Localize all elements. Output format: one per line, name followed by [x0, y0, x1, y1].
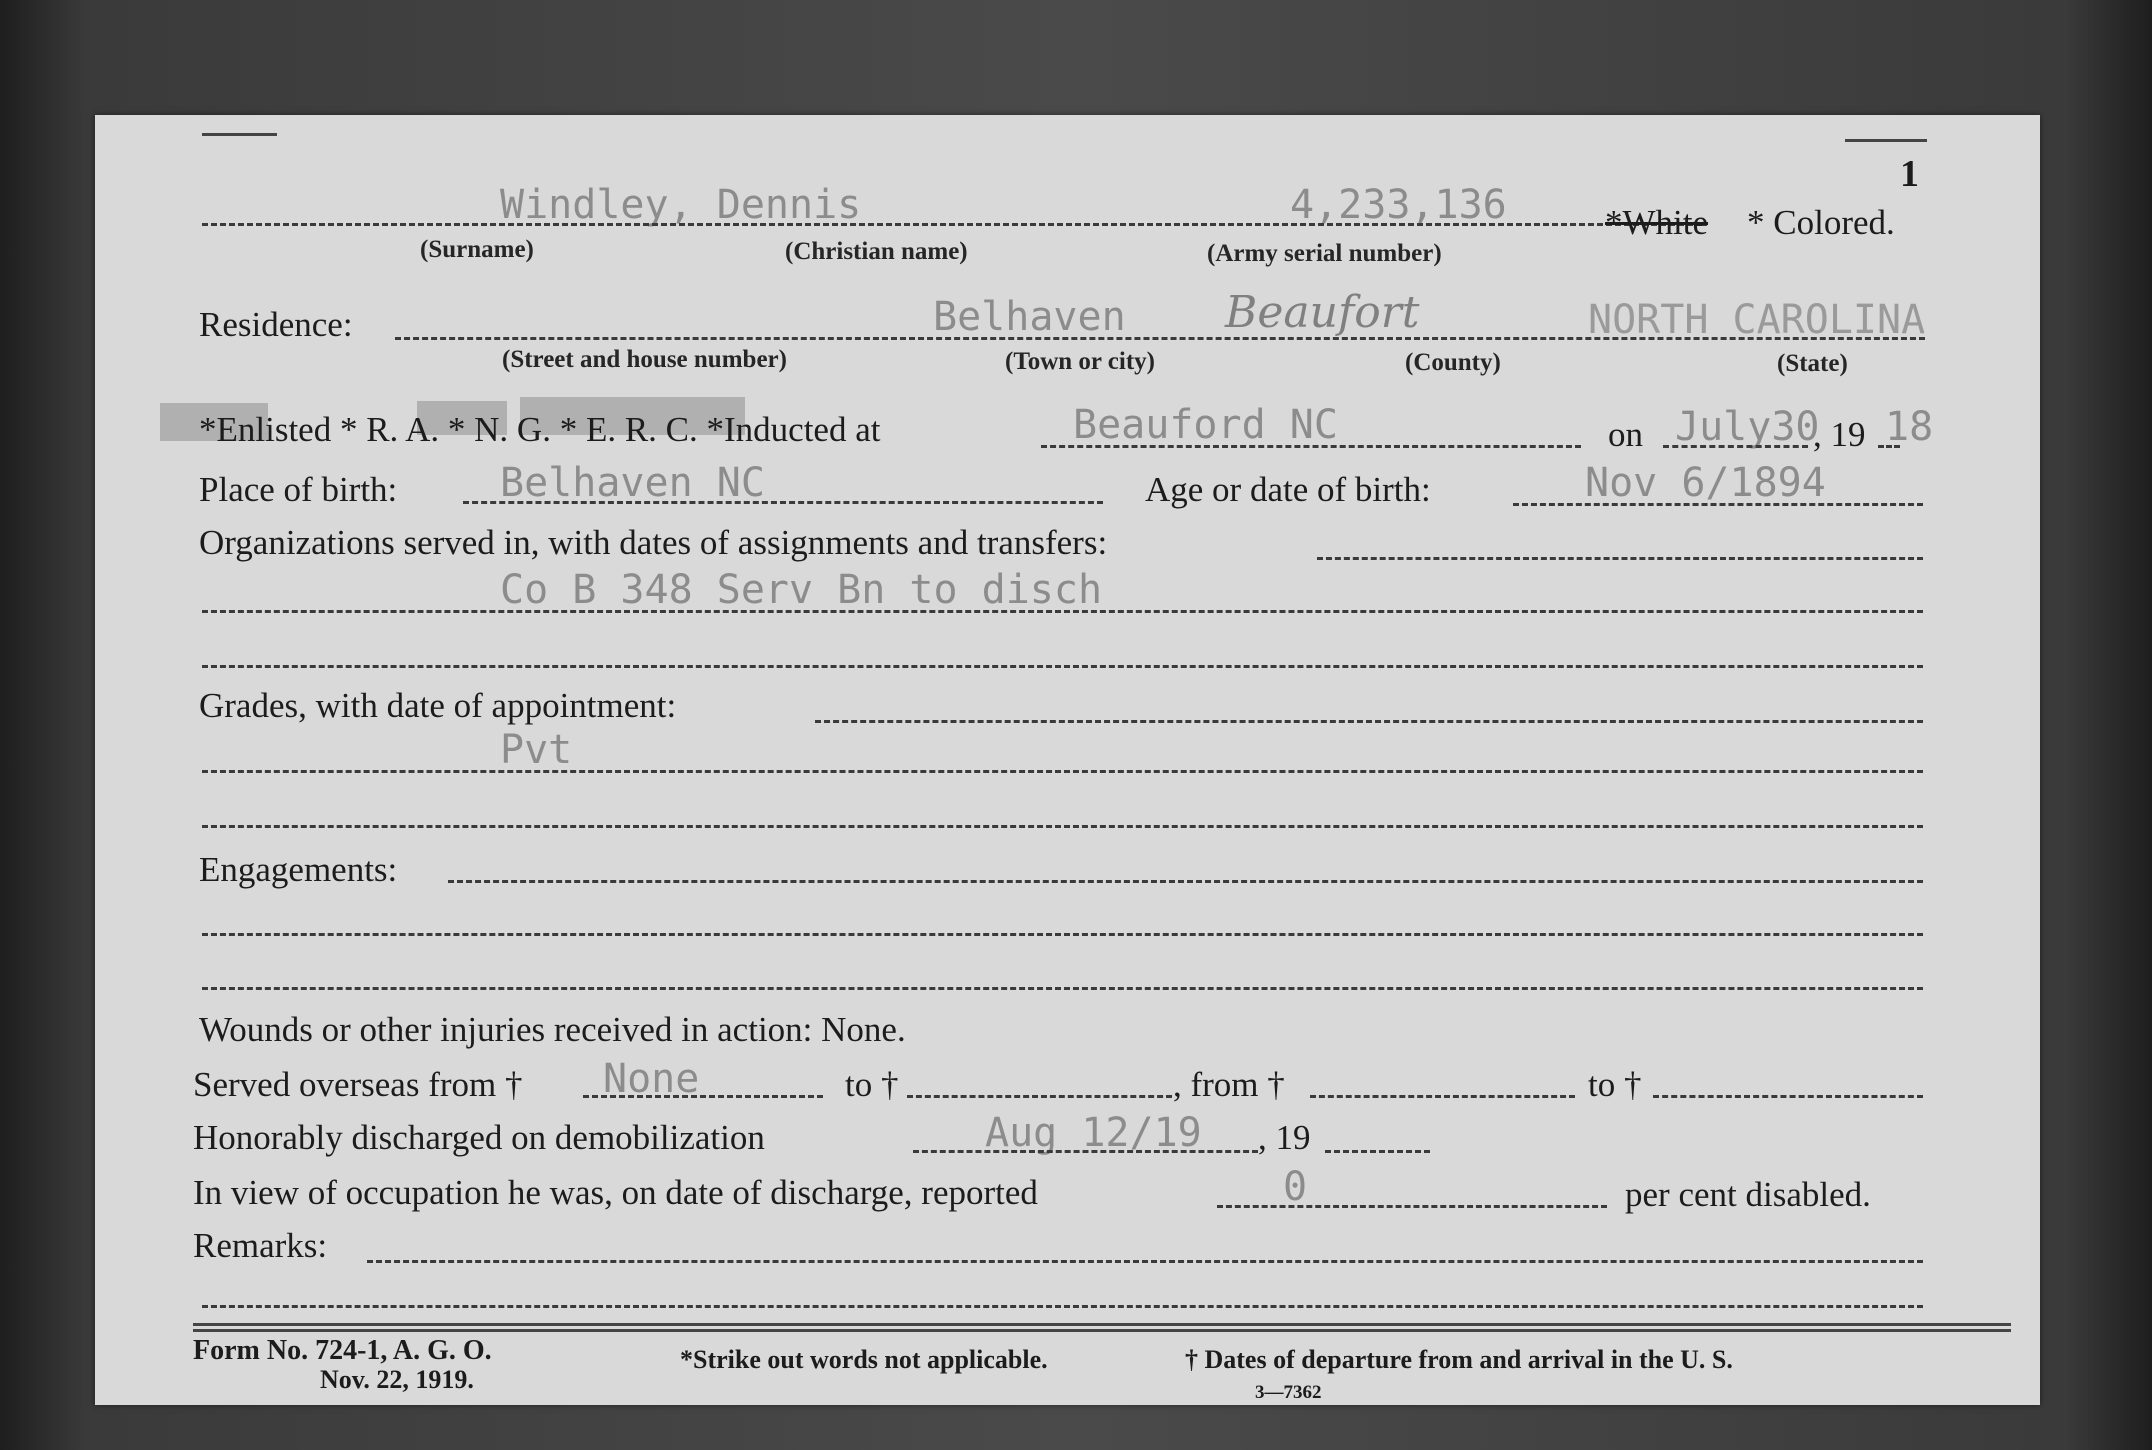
- overseas-label: Served overseas from †: [193, 1065, 523, 1104]
- state-caption: (State): [1777, 350, 1848, 377]
- discharge-year-prefix: , 19: [1258, 1118, 1311, 1157]
- birth-place-label: Place of birth:: [199, 470, 398, 509]
- top-right-rule: [1845, 139, 1927, 142]
- name-value: Windley, Dennis: [500, 182, 862, 228]
- discharge-date-line: [913, 1150, 1258, 1153]
- engagements-line-2: [202, 933, 1923, 936]
- race-white: *White: [1605, 203, 1709, 242]
- induction-date-line: [1663, 445, 1808, 448]
- induction-year-prefix: , 19: [1813, 415, 1866, 454]
- induction-year: 18: [1885, 404, 1934, 450]
- disability-suffix: per cent disabled.: [1625, 1175, 1871, 1214]
- top-left-rule: [202, 133, 277, 136]
- discharge-year-line: [1325, 1150, 1430, 1153]
- town-caption: (Town or city): [1005, 348, 1155, 375]
- remarks-label: Remarks:: [193, 1226, 328, 1265]
- serial-value: 4,233,136: [1290, 182, 1507, 228]
- street-caption: (Street and house number): [502, 346, 787, 373]
- strike-note: *Strike out words not applicable.: [680, 1345, 1048, 1374]
- grades-label: Grades, with date of appointment:: [199, 686, 677, 725]
- residence-county: Beaufort: [1225, 287, 1420, 338]
- overseas-from-value: None: [603, 1056, 700, 1102]
- residence-state: NORTH CAROLINA: [1588, 297, 1926, 343]
- induction-place: Beauford NC: [1073, 402, 1338, 448]
- grades-line-1: [815, 720, 1923, 723]
- discharge-label: Honorably discharged on demobilization: [193, 1118, 765, 1157]
- christian-name-caption: (Christian name): [785, 238, 968, 265]
- surname-caption: (Surname): [420, 236, 534, 263]
- overseas-from2-line: [1310, 1095, 1575, 1098]
- overseas-to-line: [907, 1095, 1172, 1098]
- footer-rule-1: [193, 1323, 2011, 1326]
- serial-caption: (Army serial number): [1207, 240, 1442, 267]
- disability-label: In view of occupation he was, on date of discharge, reported: [193, 1173, 1038, 1212]
- form-number: Form No. 724-1, A. G. O.: [193, 1335, 492, 1366]
- overseas-to2-label: to †: [1588, 1065, 1642, 1104]
- remarks-line-2: [202, 1305, 1923, 1308]
- induction-year-line: [1878, 445, 1900, 448]
- dagger-note: † Dates of departure from and arrival in the U. S.: [1185, 1345, 1733, 1374]
- race-colored: * Colored.: [1747, 203, 1895, 242]
- organizations-label: Organizations served in, with dates of assignments and transfers:: [199, 523, 1108, 562]
- discharge-date: Aug 12/19: [985, 1110, 1202, 1156]
- form-date: Nov. 22, 1919.: [320, 1365, 474, 1394]
- overseas-from-line: [583, 1095, 823, 1098]
- overseas-from2-label: , from †: [1173, 1065, 1285, 1104]
- print-code: 3—7362: [1255, 1382, 1322, 1403]
- enlistment-options: *Enlisted * R. A. * N. G. * E. R. C. *Inducted at: [199, 410, 881, 449]
- induction-place-line: [1041, 445, 1581, 448]
- residence-line: [395, 337, 1925, 340]
- wounds-label: Wounds or other injuries received in action: None.: [199, 1010, 906, 1049]
- grades-value: Pvt: [500, 727, 573, 773]
- engagements-line-3: [202, 987, 1923, 990]
- grades-line-3: [202, 825, 1923, 828]
- birth-date: Nov 6/1894: [1585, 460, 1826, 506]
- induction-on-label: on: [1608, 415, 1643, 454]
- induction-date: July30: [1675, 404, 1820, 450]
- engagements-label: Engagements:: [199, 850, 398, 889]
- organizations-line-3: [202, 665, 1923, 668]
- organizations-line-1: [1317, 557, 1923, 560]
- name-line: [202, 223, 1702, 226]
- county-caption: (County): [1405, 349, 1501, 376]
- birth-date-line: [1513, 503, 1923, 506]
- organizations-value: Co B 348 Serv Bn to disch: [500, 567, 1103, 613]
- birth-place: Belhaven NC: [500, 460, 765, 506]
- residence-label: Residence:: [199, 305, 353, 344]
- grades-line-2: [202, 770, 1923, 773]
- organizations-line-2: [202, 610, 1923, 613]
- birth-place-line: [463, 501, 1103, 504]
- disability-line: [1217, 1205, 1607, 1208]
- page-number: 1: [1900, 153, 1919, 195]
- engagements-line-1: [448, 880, 1923, 883]
- remarks-line-1: [367, 1260, 1923, 1263]
- overseas-to2-line: [1653, 1095, 1923, 1098]
- residence-town: Belhaven: [933, 294, 1126, 340]
- draft-record-card: [95, 115, 2040, 1405]
- disability-value: 0: [1283, 1164, 1308, 1210]
- birth-date-label: Age or date of birth:: [1145, 470, 1431, 509]
- footer-rule-2: [193, 1329, 2011, 1332]
- overseas-to-label: to †: [845, 1065, 899, 1104]
